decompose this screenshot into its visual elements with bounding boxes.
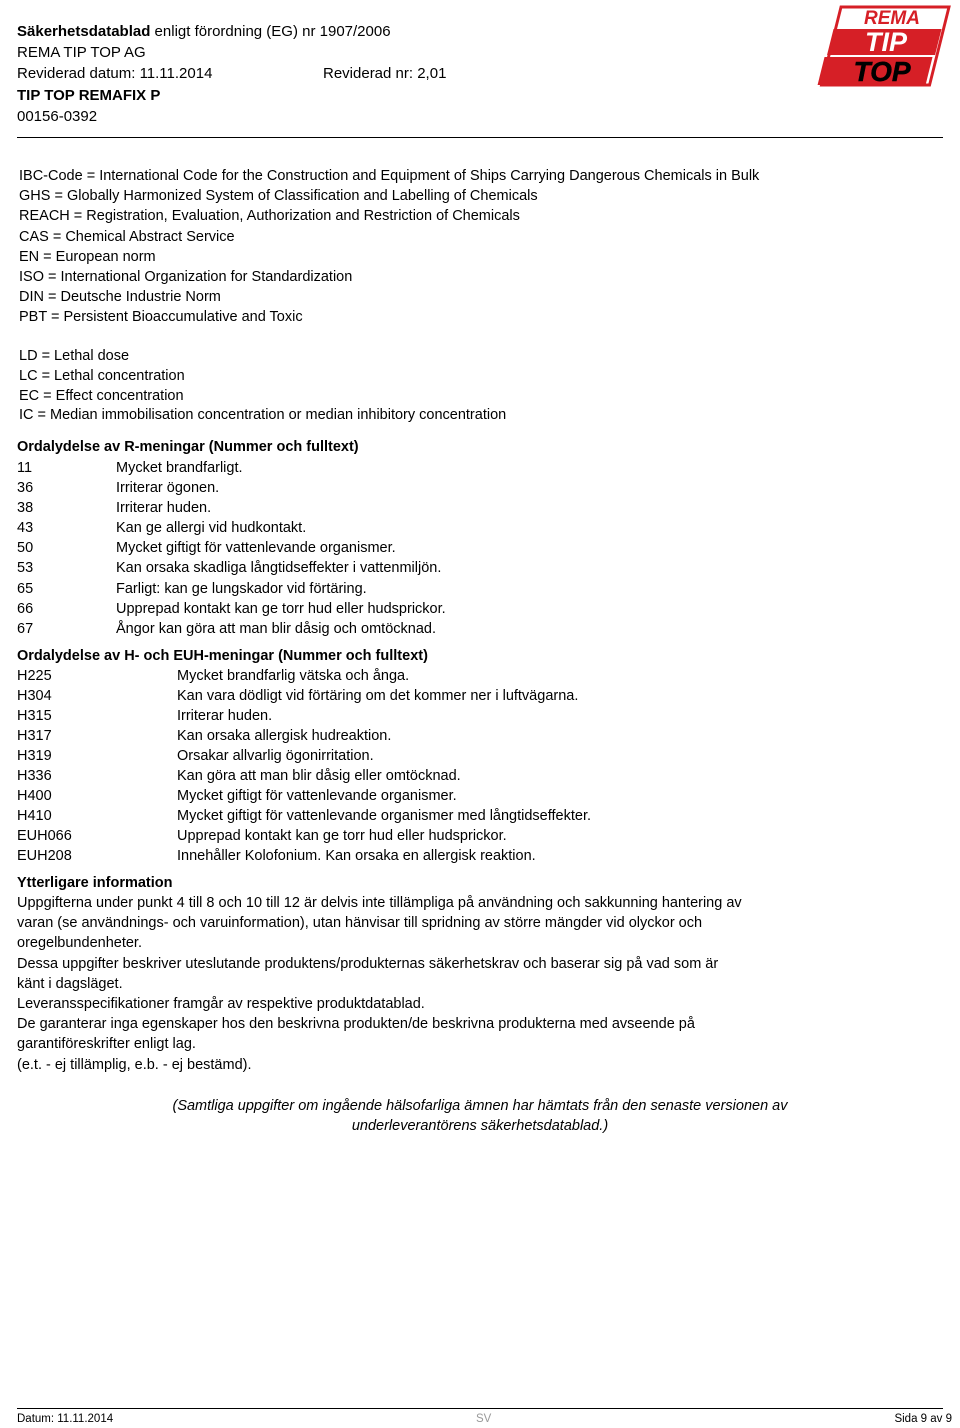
abbreviation-line: IBC-Code = International Code for the Construction and Equipment of Ships Carrying Dangerous Chemicals in Bulk bbox=[19, 168, 760, 184]
product-name: TIP TOP REMAFIX P bbox=[17, 87, 161, 104]
h-phrase-code: H225 bbox=[17, 668, 52, 684]
abbreviation-line: DIN = Deutsche Industrie Norm bbox=[19, 289, 221, 305]
abbreviation-line: LD = Lethal dose bbox=[19, 348, 130, 364]
h-phrase-text: Orsakar allvarlig ögonirritation. bbox=[177, 748, 374, 764]
r-phrase-text: Irriterar ögonen. bbox=[116, 480, 220, 496]
document-title-bold: Säkerhetsdatablad bbox=[17, 23, 151, 40]
r-phrases-heading: Ordalydelse av R-meningar (Nummer och fulltext) bbox=[17, 439, 359, 455]
header-divider bbox=[17, 137, 943, 138]
document-title-rest: enligt förordning (EG) nr 1907/2006 bbox=[150, 23, 391, 40]
further-info-line: varan (se användnings- och varuinformation), utan hänvisar till spridning av större mängder vid olyckor och bbox=[17, 915, 703, 931]
abbreviation-line: IC = Median immobilisation concentration or median inhibitory concentration bbox=[19, 407, 507, 423]
h-phrase-code: EUH066 bbox=[17, 828, 72, 844]
abbreviation-line: PBT = Persistent Bioaccumulative and Toxic bbox=[19, 309, 303, 325]
r-phrase-code: 65 bbox=[17, 581, 34, 597]
source-note-line: underleverantörens säkerhetsdatablad.) bbox=[351, 1118, 609, 1134]
h-phrase-code: EUH208 bbox=[17, 848, 72, 864]
further-info-heading: Ytterligare information bbox=[17, 875, 173, 891]
further-info-line: (e.t. - ej tillämplig, e.b. - ej bestämd). bbox=[17, 1057, 252, 1073]
h-phrase-text: Kan orsaka allergisk hudreaktion. bbox=[177, 728, 392, 744]
logo-text-tip: TIP bbox=[864, 27, 908, 57]
revised-date: Reviderad datum: 11.11.2014 bbox=[17, 65, 213, 82]
r-phrase-code: 36 bbox=[17, 480, 34, 496]
revision-number: Reviderad nr: 2,01 bbox=[323, 65, 447, 82]
logo-text-rema: REMA bbox=[864, 8, 920, 29]
h-phrase-text: Innehåller Kolofonium. Kan orsaka en allergisk reaktion. bbox=[177, 848, 536, 864]
h-phrase-code: H410 bbox=[17, 808, 52, 824]
footer-divider bbox=[17, 1408, 943, 1409]
r-phrase-text: Farligt: kan ge lungskador vid förtäring. bbox=[116, 581, 367, 597]
r-phrase-code: 53 bbox=[17, 560, 34, 576]
r-phrase-text: Mycket giftigt för vattenlevande organismer. bbox=[116, 540, 396, 556]
r-phrase-text: Ångor kan göra att man blir dåsig och omtöcknad. bbox=[116, 621, 436, 637]
footer-date: Datum: 11.11.2014 bbox=[17, 1413, 114, 1425]
r-phrase-code: 66 bbox=[17, 601, 34, 617]
footer-language: SV bbox=[476, 1413, 492, 1425]
h-phrase-code: H336 bbox=[17, 768, 52, 784]
company-name: REMA TIP TOP AG bbox=[17, 44, 146, 61]
page-footer bbox=[0, 1411, 960, 1427]
h-phrase-code: H304 bbox=[17, 688, 52, 704]
further-info-line: De garanterar inga egenskaper hos den beskrivna produkten/de beskrivna produkterna med avseende på bbox=[17, 1016, 695, 1032]
logo-text-top: TOP bbox=[853, 56, 911, 87]
r-phrase-text: Kan ge allergi vid hudkontakt. bbox=[116, 520, 307, 536]
r-phrase-code: 38 bbox=[17, 500, 34, 516]
abbreviation-line: REACH = Registration, Evaluation, Authorization and Restriction of Chemicals bbox=[19, 208, 520, 224]
r-phrase-code: 50 bbox=[17, 540, 34, 556]
abbreviation-line: GHS = Globally Harmonized System of Classification and Labelling of Chemicals bbox=[19, 188, 538, 204]
h-phrase-text: Mycket giftigt för vattenlevande organismer med långtidseffekter. bbox=[177, 808, 592, 824]
h-phrases-heading: Ordalydelse av H- och EUH-meningar (Nummer och fulltext) bbox=[17, 648, 428, 664]
h-phrase-text: Irriterar huden. bbox=[177, 708, 273, 724]
document-title bbox=[17, 22, 391, 42]
h-phrase-text: Mycket giftigt för vattenlevande organismer. bbox=[177, 788, 457, 804]
h-phrase-code: H315 bbox=[17, 708, 52, 724]
r-phrase-text: Irriterar huden. bbox=[116, 500, 212, 516]
further-info-line: Dessa uppgifter beskriver uteslutande produktens/produkternas säkerhetskrav och baserar sig på vad som är bbox=[17, 956, 719, 972]
rema-tip-top-logo bbox=[814, 3, 954, 89]
abbreviation-line: EN = European norm bbox=[19, 249, 156, 265]
product-code: 00156-0392 bbox=[17, 108, 98, 125]
r-phrase-text: Mycket brandfarligt. bbox=[116, 460, 243, 476]
abbreviation-line: CAS = Chemical Abstract Service bbox=[19, 229, 235, 245]
h-phrase-text: Kan göra att man blir dåsig eller omtöcknad. bbox=[177, 768, 461, 784]
further-info-line: Leveransspecifikationer framgår av respektive produktdatablad. bbox=[17, 996, 425, 1012]
abbreviation-line: LC = Lethal concentration bbox=[19, 368, 185, 384]
source-note-line: (Samtliga uppgifter om ingående hälsofarliga ämnen har hämtats från den senaste versionen av bbox=[172, 1098, 788, 1114]
r-phrase-text: Kan orsaka skadliga långtidseffekter i vattenmiljön. bbox=[116, 560, 442, 576]
r-phrase-code: 67 bbox=[17, 621, 34, 637]
footer-page-number: Sida 9 av 9 bbox=[894, 1413, 952, 1425]
h-phrase-text: Upprepad kontakt kan ge torr hud eller hudsprickor. bbox=[177, 828, 507, 844]
further-info-line: känt i dagsläget. bbox=[17, 976, 123, 992]
further-info-line: garantiföreskrifter enligt lag. bbox=[17, 1036, 196, 1052]
h-phrase-code: H319 bbox=[17, 748, 52, 764]
r-phrase-code: 43 bbox=[17, 520, 34, 536]
abbreviation-line: EC = Effect concentration bbox=[19, 388, 184, 404]
further-info-line: oregelbundenheter. bbox=[17, 935, 142, 951]
h-phrase-text: Mycket brandfarlig vätska och ånga. bbox=[177, 668, 410, 684]
abbreviation-line: ISO = International Organization for Standardization bbox=[19, 269, 353, 285]
further-info-line: Uppgifterna under punkt 4 till 8 och 10 till 12 är delvis inte tillämpliga på användning och sakkunning hantering av bbox=[17, 895, 742, 911]
h-phrase-code: H400 bbox=[17, 788, 52, 804]
r-phrase-code: 11 bbox=[17, 460, 33, 476]
h-phrase-text: Kan vara dödligt vid förtäring om det kommer ner i luftvägarna. bbox=[177, 688, 579, 704]
h-phrase-code: H317 bbox=[17, 728, 52, 744]
r-phrase-text: Upprepad kontakt kan ge torr hud eller hudsprickor. bbox=[116, 601, 446, 617]
